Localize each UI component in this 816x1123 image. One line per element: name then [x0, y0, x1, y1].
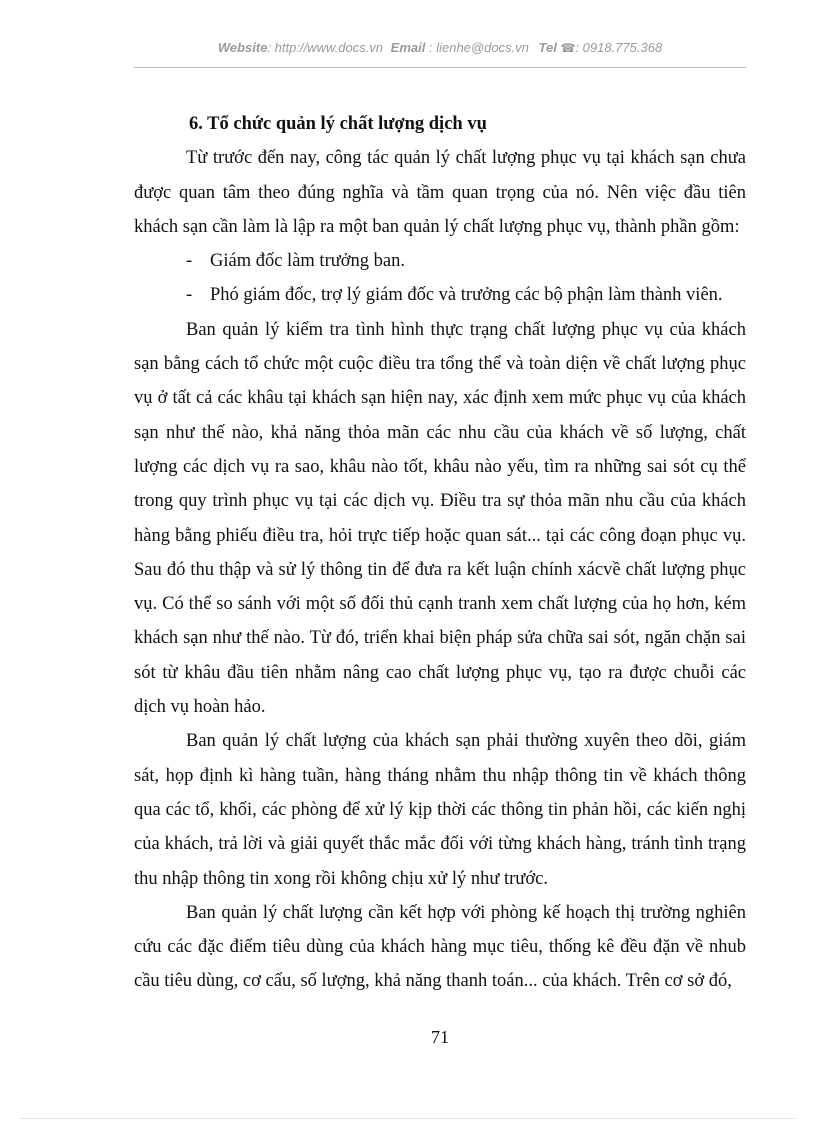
bullet-text-2: Phó giám đốc, trợ lý giám đốc và trưởng các bộ phận làm thành viên. [210, 285, 723, 306]
phone-icon: ☎ [560, 41, 576, 55]
email-label: Email [390, 40, 426, 55]
paragraph-2: Ban quản lý kiểm tra tình hình thực trạng chất lượng phục vụ của khách sạn bằng cách tổ chức một cuộc điều tra tổng thể và toàn diện về chất lượng phục vụ ở tất cả các khâu tại khách sạn hiện nay, xác định xem mức phục vụ của khách sạn như thế nào, khả năng thỏa mãn các nhu cầu của khách về số lượng, chất lượng các dịch vụ ra sao, khâu nào tốt, khâu nào yếu, tìm ra những sai sót cụ thể trong quy trình phục vụ tại các dịch vụ. Điều tra sự thỏa mãn nhu cầu của khách hàng bằng phiếu điều tra, hỏi trực tiếp hoặc quan sát... tại các công đoạn phục vụ. Sau đó thu thập và sử lý thông tin để đưa ra kết luận chính xácvề chất lượng phục vụ. Có thể so sánh với một số đối thủ cạnh tranh xem chất lượng của họ hơn, kém khách sạn như thế nào. Từ đó, triển khai biện pháp sửa chữa sai sót, ngăn chặn sai sót từ khâu đầu tiên nhằm nâng cao chất lượng phục vụ, tạo ra được chuỗi các dịch vụ hoàn hảo. [134, 319, 746, 718]
document-body [134, 107, 746, 999]
footer-divider [20, 1118, 796, 1119]
tel-label: Tel [538, 40, 557, 55]
bullet-marker: - [186, 285, 193, 306]
paragraph-4: Ban quản lý chất lượng cần kết hợp với phòng kế hoạch thị trường nghiên cứu các đặc điểm tiêu dùng của khách hàng mục tiêu, thống kê đều đặn về nhub cầu tiêu dùng, cơ cấu, số lượng, khả năng thanh toán... của khách. Trên cơ sở đó, [134, 902, 746, 992]
section-heading: 6. Tổ chức quản lý chất lượng dịch vụ [189, 114, 487, 134]
paragraph-1: Từ trước đến nay, công tác quản lý chất lượng phục vụ tại khách sạn chưa được quan tâm theo đúng nghĩa và tầm quan trọng của nó. Nên việc đầu tiên khách sạn cần làm là lập ra một ban quản lý chất lượng phục vụ, thành phần gồm: [134, 148, 746, 237]
tel-value: : 0918.775.368 [575, 40, 663, 55]
bullet-marker: - [186, 251, 193, 272]
website-value: : http://www.docs.vn [267, 40, 384, 55]
bullet-item-2 [134, 278, 746, 312]
paragraph-3: Ban quản lý chất lượng của khách sạn phải thường xuyên theo dõi, giám sát, họp định kì hàng tuần, hàng tháng nhằm thu nhập thông tin về khách thông qua các tổ, khối, các phòng để xử lý kịp thời các thông tin phản hồi, các kiến nghị của khách, trả lời và giải quyết thắc mắc đối với từng khách hàng, tránh tình trạng thu nhập thông tin xong rồi không chịu xử lý như trước. [134, 731, 746, 889]
bullet-text-1: Giám đốc làm trưởng ban. [210, 251, 405, 272]
website-label: Website [217, 40, 268, 55]
email-value: : lienhe@docs.vn [428, 40, 529, 55]
bullet-item-1 [134, 244, 746, 278]
page-number: 71 [431, 1027, 449, 1047]
page-header [134, 40, 746, 55]
header-divider [134, 67, 746, 68]
